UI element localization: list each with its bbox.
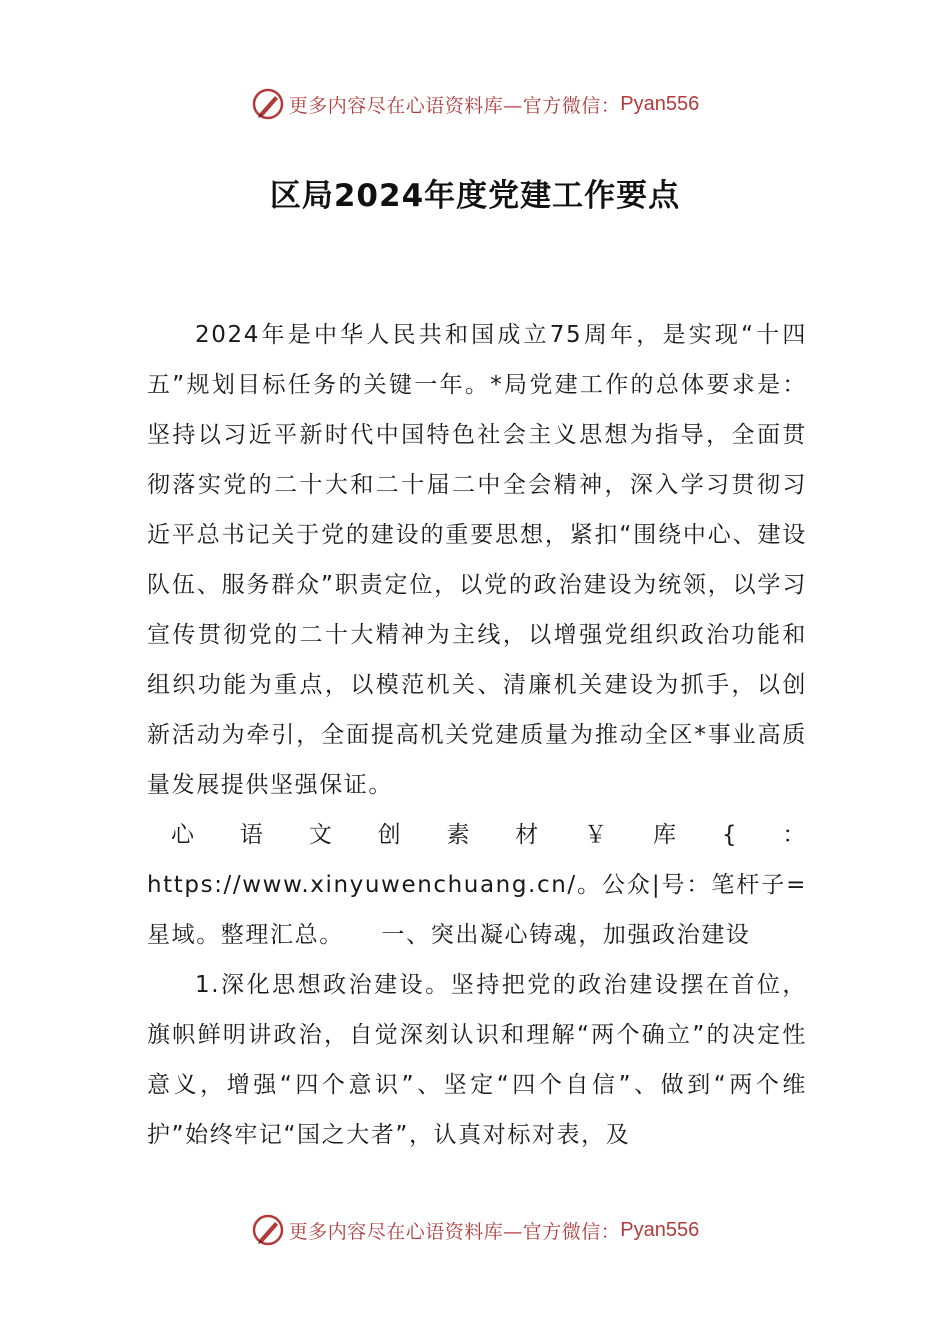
watermark-text: 更多内容尽在心语资料库—官方微信： — [288, 94, 621, 117]
document-body — [147, 310, 807, 1160]
watermark-wechat-id: Pyan556 — [620, 1218, 700, 1241]
header-watermark — [0, 84, 950, 124]
document-title: 区局2024年度党建工作要点 — [269, 178, 681, 214]
footer-watermark — [0, 1210, 950, 1250]
pen-circle-logo-icon — [251, 1213, 285, 1247]
source-note: 心语文创素材￥库{：https://www.xinyuwenchuang.cn/。公众|号：笔杆子=星域。整理汇总。 — [147, 822, 807, 948]
section-heading: 一、突出凝心铸魂，加强政治建设 — [381, 922, 751, 948]
source-note-paragraph — [147, 810, 807, 960]
item-1-paragraph: 1.深化思想政治建设。坚持把党的政治建设摆在首位，旗帜鲜明讲政治，自觉深刻认识和理解“两个确立”的决定性意义，增强“四个意识”、坚定“四个自信”、做到“两个维护”始终牢记“国之大者”，认真对标对表，及 — [147, 972, 807, 1148]
watermark-wechat-id: Pyan556 — [620, 92, 700, 115]
watermark-text: 更多内容尽在心语资料库—官方微信： — [288, 1220, 621, 1243]
pen-circle-logo-icon — [251, 87, 285, 121]
intro-paragraph: 2024年是中华人民共和国成立75周年，是实现“十四五”规划目标任务的关键一年。*局党建工作的总体要求是：坚持以习近平新时代中国特色社会主义思想为指导，全面贯彻落实党的二十大和二十届二中全会精神，深入学习贯彻习近平总书记关于党的建设的重要思想，紧扣“围绕中心、建设队伍、服务群众”职责定位，以党的政治建设为统领，以学习宣传贯彻党的二十大精神为主线，以增强党组织政治功能和组织功能为重点，以模范机关、清廉机关建设为抓手，以创新活动为牵引，全面提高机关党建质量为推动全区*事业高质量发展提供坚强保证。 — [147, 322, 807, 798]
